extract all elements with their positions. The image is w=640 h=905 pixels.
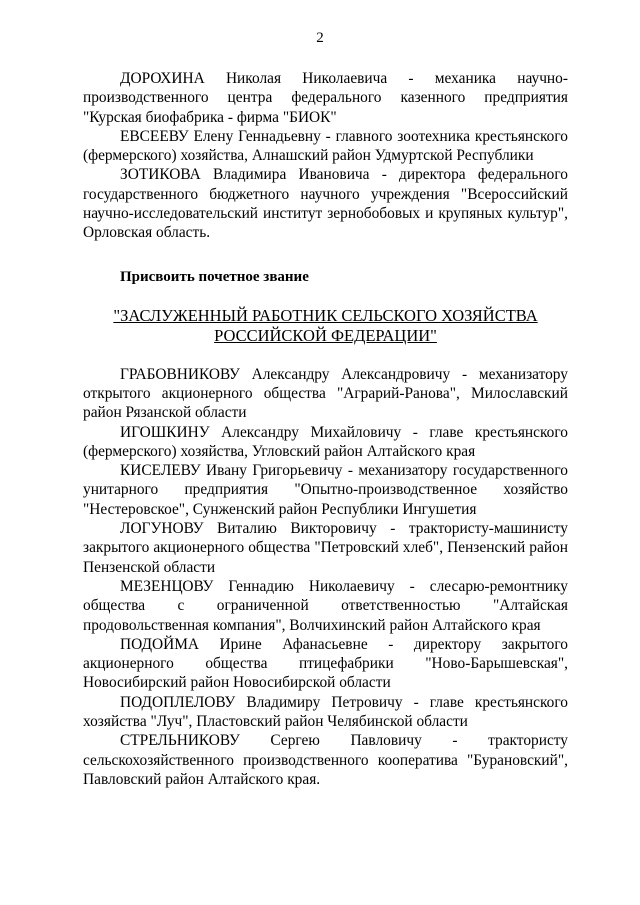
section-heading: Присвоить почетное звание [120,268,309,285]
entry-strelnikov: СТРЕЛЬНИКОВУ Сергею Павловичу - трактористу сельскохозяйственного производственного кооператива "Бурановский", Павловский район Алтайского края. [83,732,568,788]
entry-grabovnikov: ГРАБОВНИКОВУ Александру Александровичу - механизатору открытого акционерного общества "Аграрий-Ранова", Милославский район Рязанской области [83,365,568,422]
honorary-title [83,306,568,346]
page-number: 2 [316,30,324,46]
entry-logunov: ЛОГУНОВУ Виталию Викторовичу - трактористу-машинисту закрытого акционерного общества "Петровский хлеб", Пензенский район Пензенской области [83,520,568,576]
entry-kiselev: КИСЕЛЕВУ Ивану Григорьевичу - механизатору государственного унитарного предприятия "Опытно-производственное хозяйство "Нестеровское", Сунженский район Республики Ингушетия [83,462,568,518]
honorary-title-line-1: "ЗАСЛУЖЕННЫЙ РАБОТНИК СЕЛЬСКОГО ХОЗЯЙСТВА [113,305,538,325]
entry-evseeva: ЕВСЕЕВУ Елену Геннадьевну - главного зоотехника крестьянского (фермерского) хозяйства, Алнашский район Удмуртской Республики [83,127,568,165]
entry-igoshkin: ИГОШКИНУ Александру Михайловичу - главе крестьянского (фермерского) хозяйства, Угловский район Алтайского края [83,423,568,460]
entry-mezentsov: МЕЗЕНЦОВУ Геннадию Николаевичу - слесарю-ремонтнику общества с ограниченной ответственностью "Алтайская продовольственная компания", Волчихинский район Алтайского края [83,577,568,634]
document-body [83,69,568,789]
entry-dorokhin: ДОРОХИНА Николая Николаевича - механика научно-производственного центра федерального казенного предприятия "Курская биофабрика - фирма "БИОК" [83,70,568,126]
entry-zotikov: ЗОТИКОВА Владимира Ивановича - директора федерального государственного бюджетного научного учреждения "Всероссийский научно-исследовательский институт зернобобовых и крупяных культур", Орловская область. [83,166,568,242]
honorary-title-line-2: РОССИЙСКОЙ ФЕДЕРАЦИИ" [214,325,437,345]
entry-podoplelov: ПОДОПЛЕЛОВУ Владимиру Петровичу - главе крестьянского хозяйства "Луч", Пластовский район Челябинской области [83,693,568,731]
entry-podoyma: ПОДОЙМА Ирине Афанасьевне - директору закрытого акционерного общества птицефабрики "Ново-Барышевская", Новосибирский район Новосибирской области [83,635,568,692]
